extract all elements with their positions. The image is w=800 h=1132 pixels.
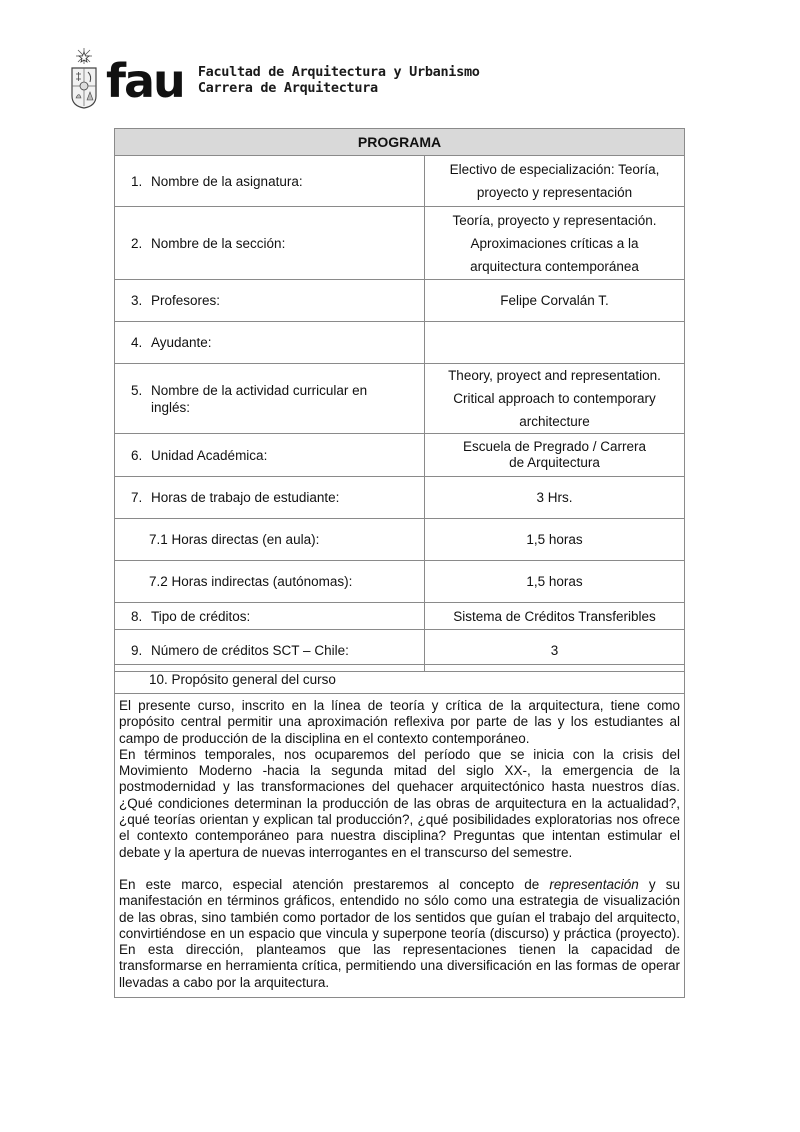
- table-row: [115, 603, 685, 630]
- fau-logo: fau: [106, 54, 184, 108]
- table-row: [115, 561, 685, 603]
- programa-header-row: [115, 129, 685, 156]
- row-label: 7.1 Horas directas (en aula):: [115, 519, 425, 561]
- row-label: 8. Tipo de créditos:: [115, 603, 425, 630]
- faculty-name: Facultad de Arquitectura y Urbanismo: [197, 64, 480, 80]
- row-label: 1. Nombre de la asignatura:: [115, 156, 425, 207]
- table-row: [115, 280, 685, 322]
- purpose-body-row: [115, 694, 685, 998]
- career-name: Carrera de Arquitectura: [197, 80, 378, 96]
- row-value: [425, 322, 685, 364]
- table-row: [115, 322, 685, 364]
- row-value: Theory, proyect and representation. Critical approach to contemporary architecture: [425, 364, 685, 434]
- row-value: Sistema de Créditos Transferibles: [425, 603, 685, 630]
- purpose-paragraph-2: En términos temporales, nos ocuparemos del período que se inicia con la crisis del Movimiento Moderno -hacia la segunda mitad del siglo XX-, la emergencia de la postmodernidad y las transformaciones del quehacer arquitectónico hasta nuestros días. ¿Qué condiciones determinan la producción de las obras de arquitectura en la actualidad?, ¿qué teorías orientan y explican tal producción?, ¿qué posibilidades exploratorias nos ofrece el contexto contemporáneo para nuestra disciplina? Preguntas que intentan estimular el debate y la apertura de nuevas interrogantes en el transcurso del semestre.: [119, 746, 680, 860]
- purpose-paragraph-3: En este marco, especial atención prestaremos al concepto de representación y su manifestación en términos gráficos, entendido no sólo como una estrategia de visualización de las obras, sino también como portador de los sentidos que guían el trabajo del arquitecto, convirtiéndose en un espacio que vincula y superpone teoría (discurso) y práctica (proyecto). En esta dirección, planteamos que las representaciones tienen la capacidad de transformarse en herramienta crítica, permitiendo una diversificación en las formas de operar llevadas a cabo por la arquitectura.: [119, 876, 680, 990]
- row-value: Felipe Corvalán T.: [425, 280, 685, 322]
- table-row: [115, 519, 685, 561]
- row-label: 3. Profesores:: [115, 280, 425, 322]
- purpose-header-row: [115, 665, 685, 694]
- table-row: [115, 364, 685, 434]
- row-value: 3 Hrs.: [425, 477, 685, 519]
- programa-title: PROGRAMA: [115, 129, 685, 156]
- row-label: 7. Horas de trabajo de estudiante:: [115, 477, 425, 519]
- document-header: [68, 44, 480, 112]
- purpose-title: 10. Propósito general del curso: [115, 665, 685, 694]
- row-value: 3: [425, 630, 685, 672]
- row-label: 2. Nombre de la sección:: [115, 207, 425, 280]
- row-label: 7.2 Horas indirectas (autónomas):: [115, 561, 425, 603]
- programa-table: [114, 128, 685, 672]
- row-value: Escuela de Pregrado / Carrera de Arquitectura: [425, 434, 685, 477]
- row-label: 9. Número de créditos SCT – Chile:: [115, 630, 425, 672]
- emphasized-term: representación: [549, 876, 639, 892]
- row-label: 4. Ayudante:: [115, 322, 425, 364]
- row-label: 6. Unidad Académica:: [115, 434, 425, 477]
- row-value: 1,5 horas: [425, 519, 685, 561]
- purpose-paragraph-1: El presente curso, inscrito en la línea de teoría y crítica de la arquitectura, tiene como propósito central permitir una aproximación reflexiva por parte de las y los estudiantes al campo de producción de la disciplina en el contexto contemporáneo.: [119, 698, 680, 746]
- table-row: [115, 477, 685, 519]
- table-row: [115, 156, 685, 207]
- table-row: [115, 207, 685, 280]
- row-value: 1,5 horas: [425, 561, 685, 603]
- row-value: Electivo de especialización: Teoría, proyecto y representación: [425, 156, 685, 207]
- table-row: [115, 434, 685, 477]
- purpose-section: [114, 664, 685, 998]
- row-label: 5. Nombre de la actividad curricular en inglés:: [115, 364, 425, 434]
- university-crest-icon: [68, 46, 100, 110]
- header-text: [198, 64, 480, 96]
- purpose-body: [115, 694, 685, 998]
- row-value: Teoría, proyecto y representación. Aproximaciones críticas a la arquitectura contemporánea: [425, 207, 685, 280]
